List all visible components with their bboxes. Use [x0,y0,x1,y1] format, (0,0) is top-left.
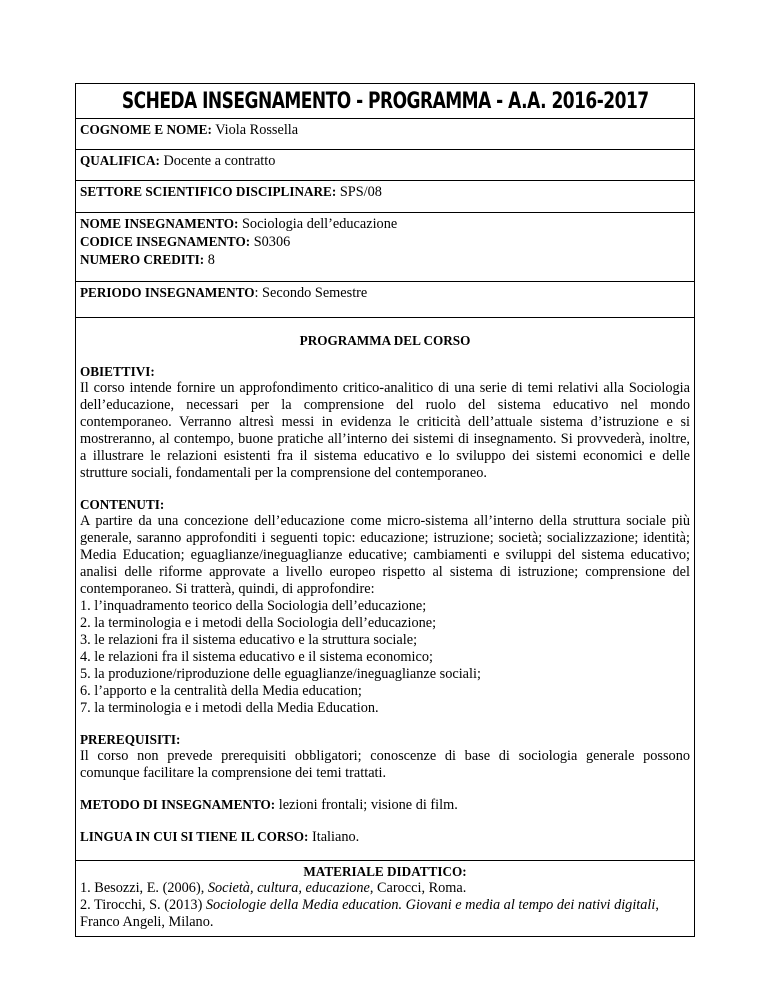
materiale-item [80,897,690,931]
cognome-value: Viola Rossella [215,122,299,138]
materiale-item-title: Sociologie della Media education. Giovani e media al tempo dei nativi digitali [205,897,656,913]
contenuti-item: 1. l’inquadramento teorico della Sociologia dell’educazione; [80,598,427,614]
materiale-item-publisher: , Franco Angeli, Milano. [80,897,659,930]
cognome-row [76,119,694,150]
prerequisiti-text: Il corso non prevede prerequisiti obbligatori; conoscenze di base di sociologia generale possono comunque facilitare la comprensione dei temi trattati. [80,748,690,781]
contenuti-item: 4. le relazioni fra il sistema educativo e il sistema economico; [80,649,433,665]
periodo-label: PERIODO INSEGNAMENTO [80,285,255,300]
contenuti-item: 6. l’apporto e la centralità della Media education; [80,683,362,699]
contenuti-heading: CONTENUTI: [80,497,165,512]
contenuti-item: 3. le relazioni fra il sistema educativo e la struttura sociale; [80,632,418,648]
nome-ins-label: NOME INSEGNAMENTO: [80,216,239,231]
qualifica-row [76,150,694,181]
materiale-item-author: 1. Besozzi, E. (2006), [80,880,208,896]
contenuti-text: A partire da una concezione dell’educazione come micro-sistema all’interno della struttura sociale più generale, saranno approfonditi i seguenti topic: educazione; istruzione; società; socializzazione; identità; Media Education; eguaglianze/ineguaglianze educative; cambiamenti e sviluppi del sistema educativo; analisi delle riforme approvate a livello europeo rispetto al sistema di istruzione; comprensione del contemporaneo. Si tratterà, quindi, di approfondire: [80,513,690,597]
metodo-value: lezioni frontali; visione di film. [275,797,458,813]
codice-value: S0306 [253,234,291,250]
lingua-label: LINGUA IN CUI SI TIENE IL CORSO: [80,829,309,844]
cognome-label: COGNOME E NOME: [80,122,212,137]
materiale-item-author: 2. Tirocchi, S. (2013) [80,897,206,913]
nome-ins-value: Sociologia dell’educazione [241,216,398,232]
settore-label: SETTORE SCIENTIFICO DISCIPLINARE: [80,184,337,199]
materiale-item [80,880,690,897]
contenuti-item: 2. la terminologia e i metodi della Sociologia dell’educazione; [80,615,437,631]
materiale-heading: MATERIALE DIDATTICO: [303,864,467,879]
codice-label: CODICE INSEGNAMENTO: [80,234,251,249]
obiettivi-text: Il corso intende fornire un approfondimento critico-analitico di una serie di temi relativi alla Sociologia dell’educazione, necessari per la comprensione del ruolo del sistema educativo nel mondo contemporaneo. Verranno altresì messi in evidenza le criticità dell’attuale sistema d’istruzione e si mostreranno, al contempo, buone pratiche all’interno dei sistemi di insegnamento. Si provvederà, inoltre, a illustrare le relazioni esistenti fra il sistema educativo e lo sviluppo dei sistemi economici e delle strutture sociali, fondamentali per la comprensione del contemporaneo. [80,380,690,481]
programma-heading: PROGRAMMA DEL CORSO [299,333,471,348]
insegnamento-row [76,213,694,282]
programma-section [76,318,694,861]
lingua-value: Italiano. [308,829,360,845]
materiale-item-publisher: , Carocci, Roma. [369,880,467,896]
crediti-value: 8 [207,252,215,268]
periodo-row [76,282,694,318]
crediti-label: NUMERO CREDITI: [80,252,205,267]
qualifica-value: Docente a contratto [163,153,276,169]
contenuti-item: 7. la terminologia e i metodi della Media Education. [80,700,379,716]
settore-row [76,181,694,213]
materiale-item-title: Società, cultura, educazione [207,880,370,896]
qualifica-label: QUALIFICA: [80,153,160,168]
title-row [76,84,694,119]
prerequisiti-heading: PREREQUISITI: [80,732,181,747]
periodo-value: : Secondo Semestre [254,285,368,301]
metodo-label: METODO DI INSEGNAMENTO: [80,797,276,812]
obiettivi-heading: OBIETTIVI: [80,364,155,379]
course-sheet [75,83,695,937]
settore-value: SPS/08 [339,184,382,200]
contenuti-item: 5. la produzione/riproduzione delle eguaglianze/ineguaglianze sociali; [80,666,481,682]
materiale-section [76,861,694,936]
page-title: SCHEDA INSEGNAMENTO - PROGRAMMA - A.A. 2016-2017 [121,88,649,114]
